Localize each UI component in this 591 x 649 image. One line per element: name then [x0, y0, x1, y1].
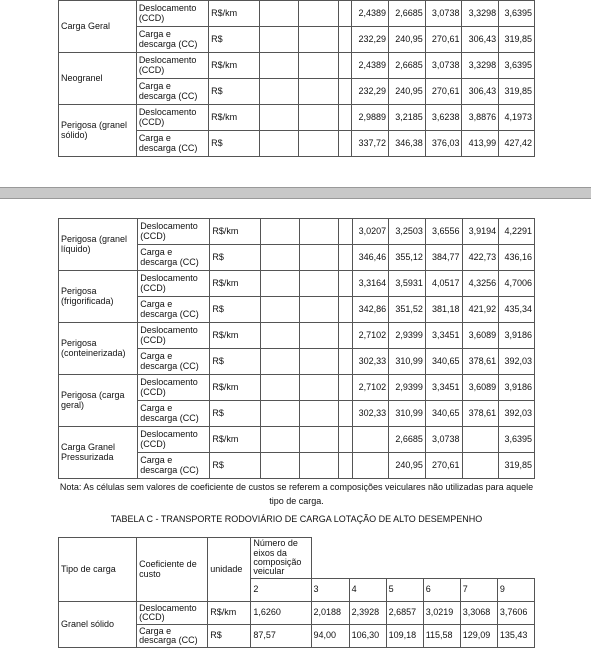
cell-value: 302,33 [352, 401, 389, 427]
cell-value: 3,3451 [425, 323, 462, 349]
cell-value: 306,43 [462, 27, 499, 53]
cell-value: 2,3928 [349, 602, 386, 625]
cell-value: 351,52 [389, 297, 426, 323]
cell-value: 3,6238 [425, 105, 462, 131]
cell-value: 2,4389 [352, 1, 389, 27]
cell-coef: Deslocamento (CCD) [137, 602, 208, 625]
cell-unidade: R$ [210, 401, 260, 427]
table-row [59, 105, 535, 131]
cell-blank [300, 349, 339, 375]
cell-unidade: R$/km [209, 105, 260, 131]
cell-value: 3,9186 [499, 323, 535, 349]
cell-blank [338, 131, 351, 157]
cell-value: 270,61 [425, 79, 462, 105]
cell-blank [300, 401, 339, 427]
cell-value: 4,3256 [462, 271, 499, 297]
cell-value: 240,95 [389, 453, 426, 479]
cell-unidade: R$/km [208, 602, 251, 625]
cell-value: 319,85 [499, 79, 535, 105]
axle-7: 7 [460, 579, 497, 602]
cell-tipo: Neogranel [59, 53, 137, 105]
cell-value: 2,4389 [352, 53, 389, 79]
cell-blank [339, 401, 352, 427]
table-c-caption: TABELA C - TRANSPORTE RODOVIÁRIO DE CARGA LOTAÇÃO DE ALTO DESEMPENHO [110, 514, 483, 524]
cell-blank [339, 297, 352, 323]
table-row [59, 323, 535, 349]
cell-blank [259, 1, 299, 27]
cell-coef: Deslocamento (CCD) [136, 105, 208, 131]
cell-value: 232,29 [352, 79, 389, 105]
cell-value: 3,0738 [425, 1, 462, 27]
cell-blank [299, 27, 339, 53]
cell-value [352, 453, 389, 479]
cell-blank [260, 349, 299, 375]
cell-blank [299, 131, 339, 157]
axle-3: 3 [311, 579, 349, 602]
cell-value: 346,46 [352, 245, 389, 271]
axle-4: 4 [349, 579, 386, 602]
cell-tipo: Perigosa (granel líquido) [59, 219, 138, 271]
cell-coef: Deslocamento (CCD) [138, 375, 210, 401]
cell-value: 2,6685 [389, 427, 426, 453]
cell-coef: Deslocamento (CCD) [138, 219, 210, 245]
cell-value: 4,1973 [499, 105, 535, 131]
cell-value: 240,95 [389, 79, 426, 105]
cell-unidade: R$ [210, 245, 260, 271]
cell-blank [300, 427, 339, 453]
cell-blank [338, 1, 351, 27]
header-tipo: Tipo de carga [59, 538, 137, 602]
cell-value [462, 427, 499, 453]
cell-tipo: Perigosa (granel sólido) [59, 105, 137, 157]
cell-value: 3,3164 [352, 271, 389, 297]
header-coef: Coeficiente de custo [137, 538, 208, 602]
cell-blank [339, 245, 352, 271]
cell-blank [260, 375, 299, 401]
cell-value: 392,03 [499, 401, 535, 427]
cell-unidade: R$/km [209, 53, 260, 79]
cell-blank [260, 219, 299, 245]
cell-unidade: R$ [209, 131, 260, 157]
table-c-header-row [59, 538, 535, 579]
cell-value: 3,3068 [460, 602, 497, 625]
cell-value: 340,65 [425, 349, 462, 375]
table-c [58, 537, 535, 648]
cell-coef: Carga e descarga (CC) [138, 349, 210, 375]
table-row [59, 1, 535, 27]
cell-value: 3,8876 [462, 105, 499, 131]
cell-coef: Carga e descarga (CC) [138, 297, 210, 323]
cell-coef: Deslocamento (CCD) [136, 53, 208, 79]
cell-blank [260, 323, 299, 349]
cell-value: 310,99 [389, 349, 426, 375]
cell-blank [339, 323, 352, 349]
cell-blank [339, 427, 352, 453]
cell-blank [299, 1, 339, 27]
cell-value: 384,77 [425, 245, 462, 271]
cell-value: 378,61 [462, 401, 499, 427]
cell-unidade: R$ [210, 297, 260, 323]
cell-unidade: R$ [209, 79, 260, 105]
cell-blank [300, 453, 339, 479]
cell-coef: Deslocamento (CCD) [138, 427, 210, 453]
cell-value: 302,33 [352, 349, 389, 375]
header-unidade: unidade [208, 538, 251, 602]
cell-value: 340,65 [425, 401, 462, 427]
cell-blank [260, 453, 299, 479]
cell-value: 135,43 [497, 625, 534, 648]
cell-value: 3,3298 [462, 1, 499, 27]
cell-value: 3,2185 [389, 105, 426, 131]
cell-blank [339, 349, 352, 375]
cell-tipo: Granel sólido [59, 602, 137, 648]
cell-value: 2,9889 [352, 105, 389, 131]
cell-blank [259, 27, 299, 53]
cell-value: 1,6260 [251, 602, 311, 625]
cell-blank [338, 79, 351, 105]
cell-value: 3,6089 [462, 375, 499, 401]
cell-value: 3,6395 [499, 1, 535, 27]
cell-value: 4,2291 [499, 219, 535, 245]
cell-value: 319,85 [499, 453, 535, 479]
cell-value: 306,43 [462, 79, 499, 105]
cell-unidade: R$ [210, 453, 260, 479]
cell-value: 319,85 [499, 27, 535, 53]
cell-value: 342,86 [352, 297, 389, 323]
cell-value: 87,57 [251, 625, 311, 648]
cell-unidade: R$/km [210, 427, 260, 453]
cell-value: 3,6089 [462, 323, 499, 349]
cell-coef: Carga e descarga (CC) [138, 245, 210, 271]
cell-value: 3,0207 [352, 219, 389, 245]
cell-coef: Carga e descarga (CC) [138, 401, 210, 427]
cell-blank [259, 131, 299, 157]
cell-value: 232,29 [352, 27, 389, 53]
cell-value: 436,16 [499, 245, 535, 271]
cell-blank [260, 245, 299, 271]
cell-blank [339, 453, 352, 479]
cell-value: 337,72 [352, 131, 389, 157]
cell-blank [339, 271, 352, 297]
cell-unidade: R$/km [210, 271, 260, 297]
cell-unidade: R$/km [210, 323, 260, 349]
cell-blank [259, 79, 299, 105]
cell-value [462, 453, 499, 479]
cell-value: 3,9186 [499, 375, 535, 401]
cell-value: 3,6395 [499, 427, 535, 453]
cell-coef: Deslocamento (CCD) [136, 1, 208, 27]
cell-unidade: R$/km [210, 375, 260, 401]
cell-value: 270,61 [425, 27, 462, 53]
cell-blank [300, 245, 339, 271]
cell-coef: Carga e descarga (CC) [136, 131, 208, 157]
table-note: Nota: As células sem valores de coeficiente de custos se referem a composições veiculares não utilizadas para aquele tipo de carga. [59, 482, 534, 506]
cell-value: 2,6857 [386, 602, 423, 625]
cell-value: 435,34 [499, 297, 535, 323]
cell-value: 422,73 [462, 245, 499, 271]
cell-value: 2,6685 [389, 53, 426, 79]
cell-tipo: Carga Geral [59, 1, 137, 53]
cell-value: 270,61 [425, 453, 462, 479]
cell-value: 3,3451 [425, 375, 462, 401]
cell-value: 346,38 [389, 131, 426, 157]
cell-value: 2,7102 [352, 375, 389, 401]
cell-tipo: Carga Granel Pressurizada [59, 427, 138, 479]
cost-table-middle [58, 218, 535, 479]
cell-coef: Carga e descarga (CC) [138, 453, 210, 479]
cell-blank [300, 323, 339, 349]
cell-value: 3,7606 [497, 602, 534, 625]
cell-blank [300, 297, 339, 323]
cell-unidade: R$/km [209, 1, 260, 27]
cell-tipo: Perigosa (carga geral) [59, 375, 138, 427]
cell-tipo: Perigosa (conteinerizada) [59, 323, 138, 375]
cell-value: 2,0188 [311, 602, 349, 625]
cell-value: 381,18 [425, 297, 462, 323]
cell-coef: Deslocamento (CCD) [138, 271, 210, 297]
cell-value: 392,03 [499, 349, 535, 375]
cell-value: 2,9399 [389, 375, 426, 401]
cell-value: 376,03 [425, 131, 462, 157]
cell-blank [339, 219, 352, 245]
cell-value: 3,3298 [462, 53, 499, 79]
table-row [59, 219, 535, 245]
cell-blank [260, 401, 299, 427]
header-eixos: Número de eixos da composição veicular [251, 538, 311, 579]
axle-6: 6 [423, 579, 460, 602]
cell-unidade: R$ [210, 349, 260, 375]
axle-5: 5 [386, 579, 423, 602]
cell-value: 3,6556 [425, 219, 462, 245]
cell-unidade: R$/km [210, 219, 260, 245]
cell-value: 4,0517 [425, 271, 462, 297]
cost-table-top [58, 0, 535, 157]
cell-tipo: Perigosa (frigorificada) [59, 271, 138, 323]
cell-blank [338, 105, 351, 131]
cell-value: 355,12 [389, 245, 426, 271]
cell-value: 129,09 [460, 625, 497, 648]
table-row [59, 375, 535, 401]
table-row [59, 602, 535, 625]
cell-value: 3,2503 [389, 219, 426, 245]
cell-blank [300, 375, 339, 401]
cell-value: 2,6685 [389, 1, 426, 27]
table-row [59, 271, 535, 297]
cell-coef: Carga e descarga (CC) [137, 625, 208, 648]
cell-blank [259, 105, 299, 131]
cell-value: 3,5931 [389, 271, 426, 297]
cell-value: 3,0738 [425, 53, 462, 79]
cell-blank [300, 219, 339, 245]
cell-unidade: R$ [209, 27, 260, 53]
cell-blank [300, 271, 339, 297]
cell-blank [259, 53, 299, 79]
cell-value: 109,18 [386, 625, 423, 648]
cell-blank [260, 271, 299, 297]
cell-value: 3,6395 [499, 53, 535, 79]
cell-blank [339, 375, 352, 401]
page-break-divider [0, 187, 591, 199]
cell-value: 94,00 [311, 625, 349, 648]
table-row [59, 53, 535, 79]
cell-value: 2,9399 [389, 323, 426, 349]
cell-unidade: R$ [208, 625, 251, 648]
cell-value [352, 427, 389, 453]
cell-coef: Deslocamento (CCD) [138, 323, 210, 349]
cell-coef: Carga e descarga (CC) [136, 79, 208, 105]
cell-value: 3,0738 [425, 427, 462, 453]
cell-blank [338, 53, 351, 79]
cell-value: 3,0219 [423, 602, 460, 625]
cell-blank [299, 53, 339, 79]
cell-value: 2,7102 [352, 323, 389, 349]
cell-blank [338, 27, 351, 53]
table-row [59, 427, 535, 453]
cell-coef: Carga e descarga (CC) [136, 27, 208, 53]
axle-9: 9 [497, 579, 534, 602]
axle-2: 2 [251, 579, 311, 602]
cell-value: 310,99 [389, 401, 426, 427]
cell-value: 4,7006 [499, 271, 535, 297]
cell-blank [260, 297, 299, 323]
cell-value: 240,95 [389, 27, 426, 53]
cell-blank [260, 427, 299, 453]
cell-value: 378,61 [462, 349, 499, 375]
cell-value: 427,42 [499, 131, 535, 157]
cell-value: 3,9194 [462, 219, 499, 245]
cell-value: 115,58 [423, 625, 460, 648]
cell-value: 421,92 [462, 297, 499, 323]
cell-value: 106,30 [349, 625, 386, 648]
cell-blank [299, 79, 339, 105]
cell-value: 413,99 [462, 131, 499, 157]
cell-blank [299, 105, 339, 131]
